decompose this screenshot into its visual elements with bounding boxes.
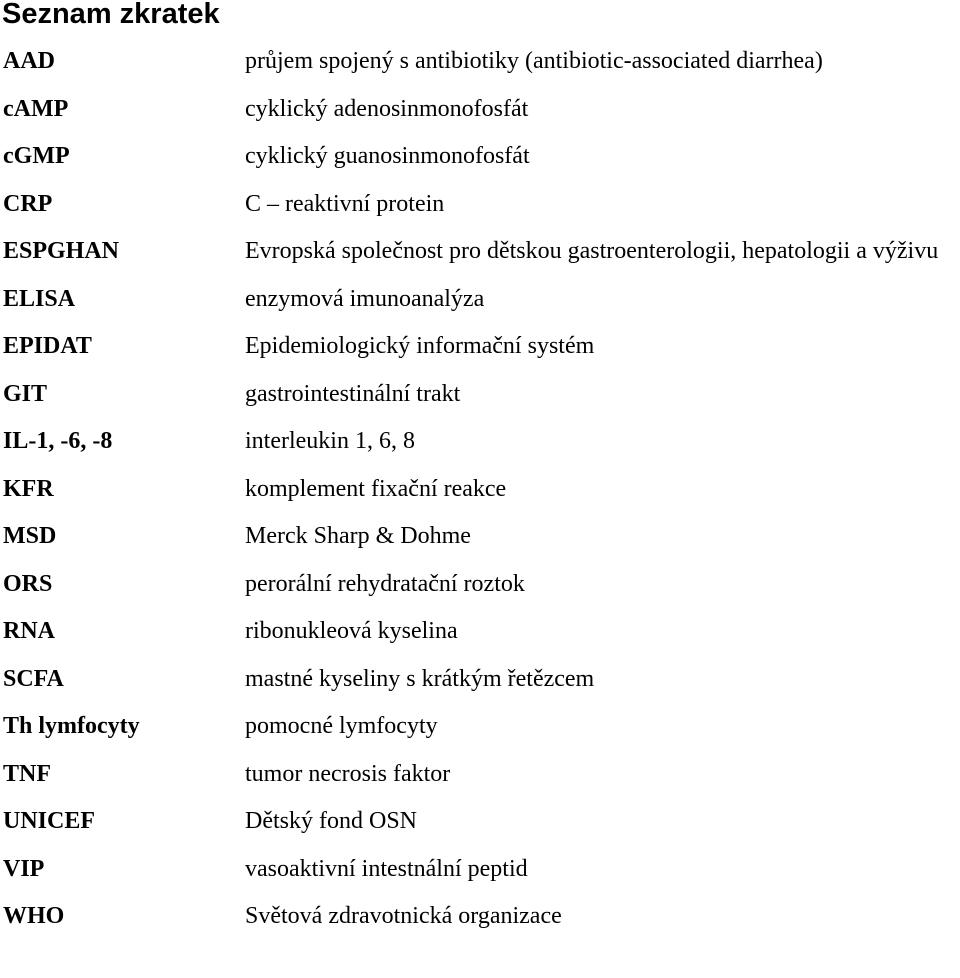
definition: perorální rehydratační roztok	[245, 570, 525, 597]
abbreviation: cAMP	[3, 95, 69, 122]
abbreviation: VIP	[3, 855, 45, 882]
definition: Epidemiologický informační systém	[245, 333, 595, 359]
abbreviation: cGMP	[3, 143, 70, 169]
definition: cyklický adenosinmonofosfát	[245, 95, 529, 122]
list-item	[0, 181, 960, 229]
abbreviation: KFR	[3, 475, 54, 502]
list-item	[0, 703, 960, 751]
list-item	[0, 893, 960, 941]
definition: cyklický guanosinmonofosfát	[245, 143, 530, 169]
definition: tumor necrosis faktor	[245, 760, 451, 787]
list-item	[0, 846, 960, 894]
definition: mastné kyseliny s krátkým řetězcem	[245, 665, 595, 692]
list-item	[0, 513, 960, 561]
abbreviation: AAD	[3, 48, 55, 74]
abbreviation: ELISA	[3, 285, 76, 312]
definition: průjem spojený s antibiotiky (antibiotic-associated diarrhea)	[245, 48, 823, 74]
abbreviation: MSD	[3, 523, 57, 549]
abbreviation: GIT	[3, 380, 48, 407]
definition: interleukin 1, 6, 8	[245, 428, 415, 454]
list-item	[0, 418, 960, 466]
abbreviation: Th lymfocyty	[3, 713, 140, 739]
definition: C – reaktivní protein	[245, 190, 445, 217]
abbreviation: ORS	[3, 570, 53, 597]
abbreviation: EPIDAT	[3, 333, 92, 359]
definition: enzymová imunoanalýza	[245, 285, 485, 312]
list-item	[0, 798, 960, 846]
list-item	[0, 371, 960, 419]
abbreviation: IL-1, -6, -8	[3, 428, 113, 454]
definition: Dětský fond OSN	[245, 808, 417, 834]
definition: Merck Sharp & Dohme	[245, 523, 471, 549]
list-item	[0, 608, 960, 656]
definition: Evropská společnost pro dětskou gastroenterologii, hepatologii a výživu	[245, 238, 939, 264]
definition: Světová zdravotnická organizace	[245, 903, 562, 929]
abbreviation: SCFA	[3, 665, 64, 692]
definition: komplement fixační reakce	[245, 475, 507, 502]
list-item	[0, 561, 960, 609]
abbreviation: TNF	[3, 760, 51, 787]
abbreviation: UNICEF	[3, 808, 96, 834]
list-item	[0, 751, 960, 799]
abbreviation: RNA	[3, 618, 55, 644]
abbreviation: WHO	[3, 903, 65, 929]
definition: gastrointestinální trakt	[245, 380, 461, 407]
list-item	[0, 86, 960, 134]
list-item	[0, 466, 960, 514]
abbreviation: ESPGHAN	[3, 238, 120, 264]
definition: ribonukleová kyselina	[245, 618, 458, 644]
list-item	[0, 656, 960, 704]
page-title: Seznam zkratek	[2, 0, 220, 30]
list-item	[0, 38, 960, 86]
definition: pomocné lymfocyty	[245, 713, 438, 739]
abbreviation: CRP	[3, 190, 53, 217]
definition: vasoaktivní intestnální peptid	[245, 855, 528, 882]
list-item	[0, 133, 960, 181]
list-item	[0, 276, 960, 324]
abbreviation-list	[0, 38, 960, 941]
list-item	[0, 323, 960, 371]
list-item	[0, 228, 960, 276]
